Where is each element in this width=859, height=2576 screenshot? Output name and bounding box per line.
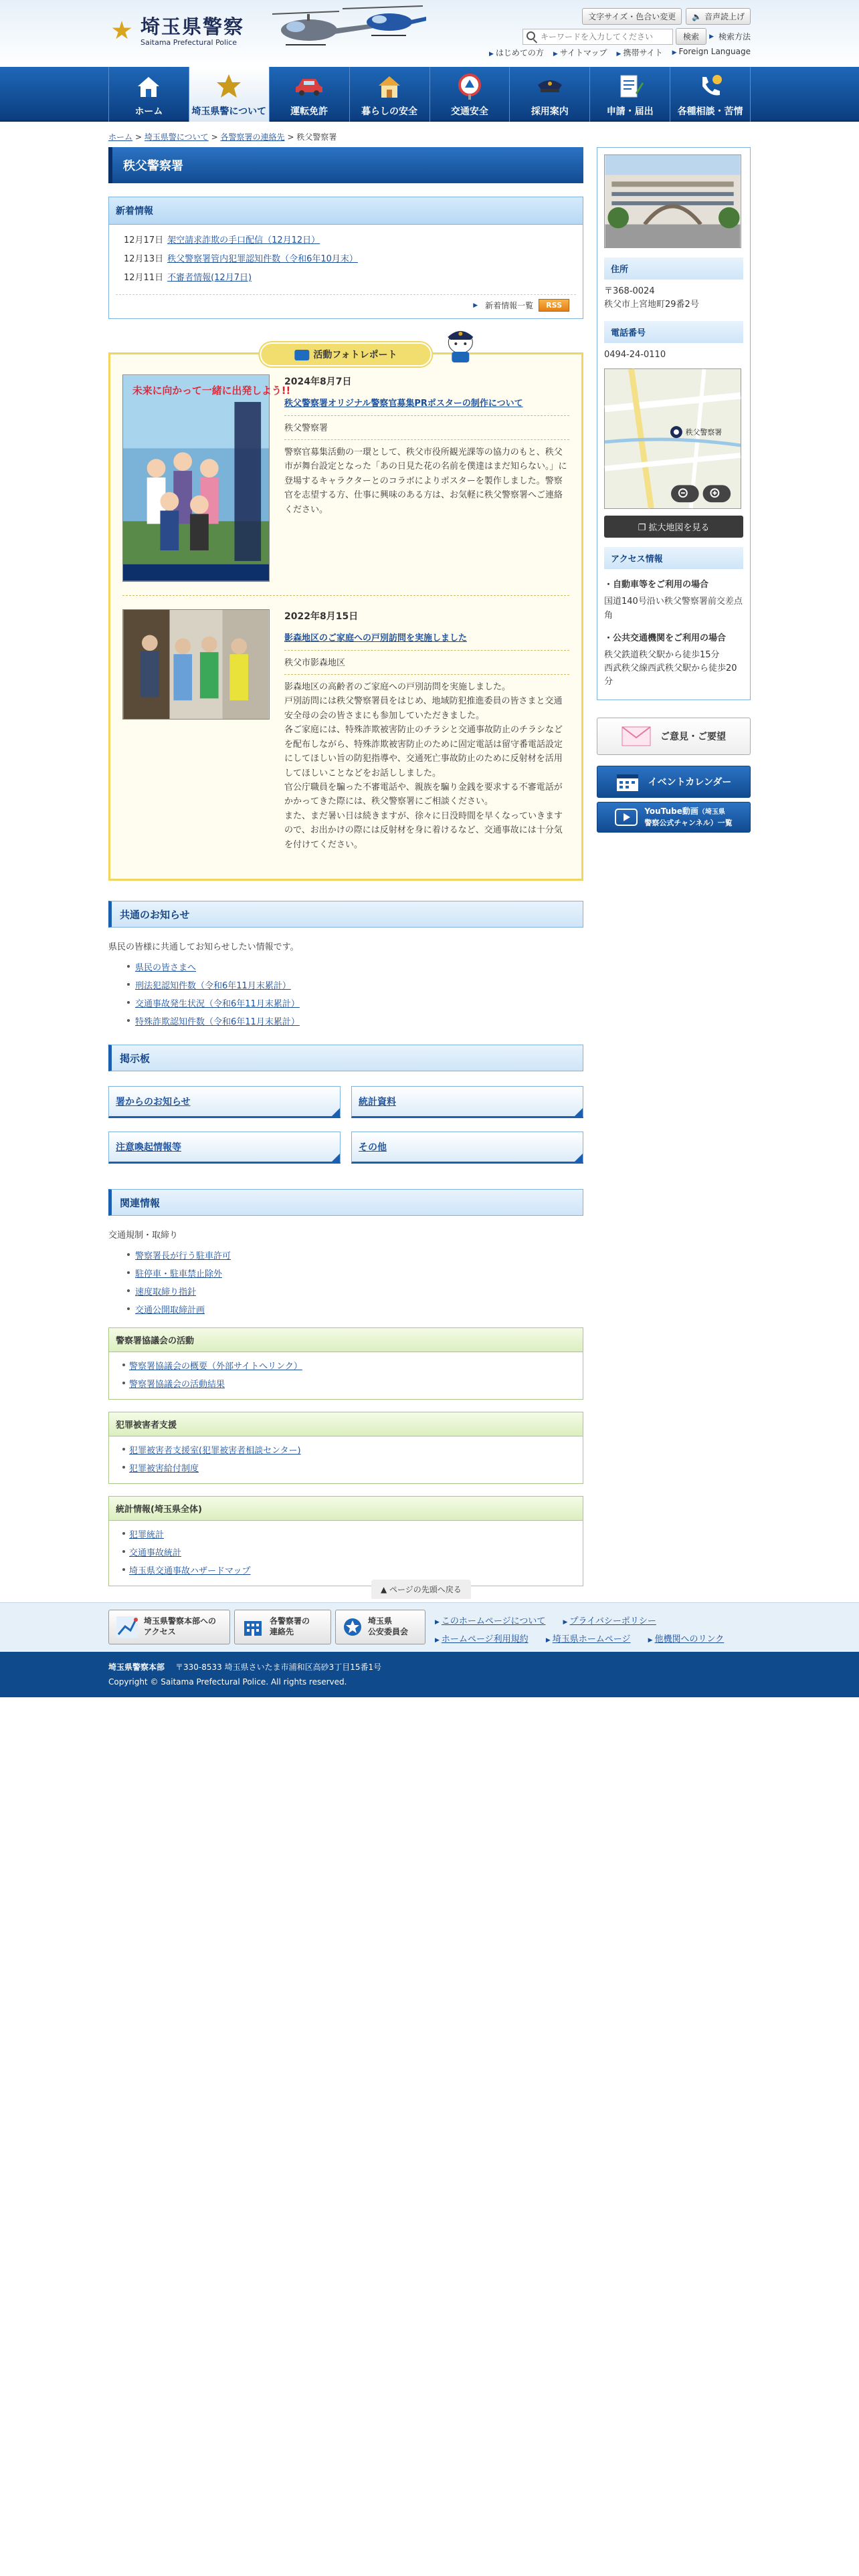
report-title-link[interactable]: 影森地区のご家庭への戸別訪問を実施しました — [284, 631, 569, 650]
youtube-label-sub: （埼玉県 — [698, 809, 725, 817]
related-group-council — [108, 1327, 583, 1400]
main-content — [108, 147, 583, 1586]
board-alerts[interactable]: 注意喚起情報等 — [108, 1132, 341, 1164]
list-item — [129, 1443, 583, 1456]
search-button[interactable]: 検索 — [676, 28, 706, 45]
group-link[interactable]: 犯罪被害者支援室(犯罪被害者相談センター) — [129, 1446, 301, 1457]
arrow-icon: ▶ — [545, 1637, 551, 1644]
common-notice-link[interactable]: 県民の皆さまへ — [135, 963, 197, 974]
access-car-heading: ・自動車等をご利用の場合 — [604, 580, 709, 591]
list-item — [135, 1014, 583, 1027]
list-item — [129, 1564, 583, 1576]
police-badge-icon — [214, 72, 244, 100]
news-heading: 新着情報 — [109, 197, 583, 225]
nav-safety[interactable] — [349, 67, 430, 122]
page-title: 秩父警察署 — [108, 147, 583, 183]
board-heading: 掲示板 — [108, 1045, 583, 1071]
search-input[interactable] — [522, 29, 673, 45]
util-link-mobile[interactable]: 携帯サイト — [623, 48, 663, 58]
photo-report-box — [108, 352, 583, 881]
car-icon — [294, 72, 324, 100]
youtube-label-tail: 警察公式チャンネル）一覧 — [644, 818, 733, 827]
arrow-icon: ▶ — [488, 51, 494, 58]
list-item — [135, 1249, 583, 1261]
police-mascot-icon — [444, 326, 478, 364]
access-car-text: 国道140号沿い秩父警察署前交差点角 — [604, 597, 743, 621]
nav-license-label: 運転免許 — [290, 106, 328, 117]
report-title-link[interactable]: 秩父警察署オリジナル警察官募集PRポスターの制作について — [284, 397, 569, 415]
util-link-first-time[interactable]: はじめての方 — [495, 48, 544, 58]
nav-application-label: 申請・届出 — [606, 106, 654, 117]
report-location: 秩父警察署 — [284, 421, 569, 440]
group-link[interactable]: 警察署協議会の概要（外部サイトへリンク） — [129, 1362, 302, 1372]
list-item — [129, 1527, 583, 1540]
breadcrumb-home[interactable]: ホーム — [108, 132, 133, 142]
group-link[interactable]: 警察署協議会の活動結果 — [129, 1380, 225, 1390]
related-link[interactable]: 駐停車・駐車禁止除外 — [135, 1269, 223, 1280]
related-link[interactable]: 交通公開取締計画 — [135, 1305, 205, 1316]
arrow-icon: ▶ — [616, 51, 622, 58]
util-link-foreign-language[interactable]: Foreign Language — [678, 47, 751, 56]
footer-stations-button[interactable] — [234, 1610, 331, 1644]
board-statistics[interactable]: 統計資料 — [351, 1086, 583, 1118]
footer-stations-label: 各警察署の 連絡先 — [270, 1616, 310, 1636]
access-heading: アクセス情報 — [604, 547, 743, 569]
report-item — [122, 374, 569, 596]
list-item — [135, 1285, 583, 1297]
common-notice-link[interactable]: 交通事故発生状況（令和6年11月末累計） — [135, 999, 300, 1010]
board-station-notice[interactable]: 署からのお知らせ — [108, 1086, 341, 1118]
list-item — [135, 1303, 583, 1315]
related-heading: 関連情報 — [108, 1189, 583, 1216]
map-route-icon — [116, 1616, 138, 1638]
arrow-icon: ▶ — [435, 1619, 440, 1626]
news-item — [124, 270, 572, 283]
poster-catchphrase: 未来に向かって一緒に出発しよう!! — [132, 385, 291, 397]
report-date: 2022年8月15日 — [284, 611, 359, 622]
zoom-out-button[interactable] — [671, 486, 699, 503]
news-item — [124, 233, 572, 245]
news-item — [124, 251, 572, 264]
news-date: 12月17日 — [124, 235, 164, 245]
related-group-victim-support — [108, 1412, 583, 1484]
opinion-button[interactable] — [597, 718, 751, 755]
search-help-link[interactable]: 検索方法 — [718, 32, 751, 41]
play-icon — [615, 809, 638, 826]
search-icon — [527, 31, 535, 40]
camera-icon — [294, 350, 309, 360]
footer-commission-button[interactable] — [335, 1610, 425, 1644]
footer-hq-access-label: 埼玉県警察本部への アクセス — [144, 1616, 217, 1636]
report-body: 警察官募集活動の一環として、秩父市役所観光課等の協力のもと、秩父市が舞台設定となった「あの日見た花の名前を僕達はまだ知らない。」に登場するキャラクターとのコラボによりポスターを製作しました。警察官を志望する方、仕事に興味のある方は、お気軽に秩父警察署へご連絡ください。 — [284, 447, 567, 515]
nav-application[interactable] — [589, 67, 670, 122]
station-building-photo — [604, 154, 741, 248]
arrow-icon: ▶ — [435, 1637, 440, 1644]
related-intro: 交通規制・取締り — [108, 1230, 179, 1241]
photo-report-label — [260, 342, 432, 366]
footer-hq-access-button[interactable] — [108, 1610, 230, 1644]
footer-prefecture-link[interactable]: 埼玉県ホームページ — [552, 1634, 631, 1645]
arrow-icon: ▶ — [563, 1619, 568, 1626]
commission-emblem-icon — [343, 1617, 363, 1637]
nav-traffic-label: 交通安全 — [450, 106, 488, 117]
arrow-icon: ▶ — [648, 1637, 653, 1644]
sidebar — [597, 147, 751, 833]
police-cap-icon — [535, 72, 565, 100]
breadcrumb-stations[interactable]: 各警察署の連絡先 — [220, 132, 285, 142]
footer-terms-link[interactable]: ホームページ利用規約 — [441, 1634, 529, 1645]
photo-report-title: 活動フォトレポート — [313, 350, 397, 360]
nav-traffic[interactable] — [430, 67, 510, 122]
group-link[interactable]: 埼玉県交通事故ハザードマップ — [129, 1566, 251, 1577]
list-item — [135, 960, 583, 973]
common-notice-link[interactable]: 刑法犯認知件数（令和6年11月末累計） — [135, 981, 291, 992]
nav-license[interactable] — [269, 67, 349, 122]
group-title: 犯罪被害者支援 — [109, 1412, 583, 1436]
helicopter-illustration — [259, 3, 426, 60]
map-pin-icon — [670, 427, 682, 439]
access-train-heading: ・公共交通機関をご利用の場合 — [604, 633, 727, 643]
youtube-label — [644, 806, 732, 828]
nav-consultation[interactable] — [670, 67, 751, 122]
rss-button[interactable]: RSS — [539, 299, 569, 312]
opinion-label: ご意見・ご要望 — [660, 732, 726, 743]
nav-consultation-label: 各種相談・苦情 — [677, 106, 743, 117]
address-heading: 住所 — [604, 257, 743, 280]
house-icon — [375, 72, 404, 100]
voice-reader-label: 音声読上げ — [704, 12, 745, 21]
group-title: 警察署協議会の活動 — [109, 1328, 583, 1352]
footer-address: 〒330-8533 埼玉県さいたま市浦和区高砂3丁目15番1号 — [175, 1662, 382, 1672]
site-footer — [0, 1652, 859, 1697]
group-link[interactable]: 犯罪統計 — [129, 1530, 165, 1541]
nav-about[interactable] — [189, 67, 269, 122]
footer-copyright: Copyright © Saitama Prefectural Police. All rights reserved. — [108, 1677, 347, 1687]
station-info-box — [597, 147, 751, 700]
youtube-label-main: YouTube動画 — [644, 807, 698, 817]
footer-org: 埼玉県警察本部 — [108, 1662, 165, 1672]
nav-recruit-label: 採用案内 — [531, 106, 569, 117]
calendar-icon — [616, 772, 639, 792]
report-body: 影森地区の高齢者のご家庭への戸別訪問を実施しました。 戸別訪問には秩父警察署員をはじめ、地域防犯推進委員の皆さまと交通安全母の会の皆さまにも参加していただきました。 各ご家庭には、特殊詐欺被害防止のチラシと交通事故防止のチラシなどを配布しながら、特殊詐欺被害防止のために固定電話は留守番電話設定にしてほしい旨の防犯指導や、交通死亡事故防止のために反射材を活用してほしいことなどをお話ししました。 官公庁職員を騙った不審電話や、親族を騙り金銭を要求する不審電話がかかってきた際には、秩父警察署にご相談ください。 また、まだ暑い日は続きますが、徐々に日没時間を早くなっていきますので、お出かけの際には反射材を身に着けるなど、交通事故には十分気を付けてください。 — [284, 681, 563, 850]
access-train-text: 秩父鉄道秩父駅から徒歩15分 西武秩父線西武秩父駅から徒歩20分 — [604, 649, 737, 687]
arrow-icon: ▶ — [473, 302, 478, 309]
map-label: 秩父警察署 — [685, 428, 723, 437]
home-visit-photo[interactable] — [122, 609, 270, 720]
common-notice-heading: 共通のお知らせ — [108, 901, 583, 928]
phone-text: 0494-24-0110 — [604, 350, 666, 360]
report-date: 2024年8月7日 — [284, 377, 352, 387]
news-all-link[interactable]: 新着情報一覧 — [485, 301, 534, 310]
group-title: 統計情報(埼玉県全体) — [109, 1497, 583, 1521]
station-map[interactable] — [604, 368, 741, 509]
arrow-icon: ▶ — [553, 51, 558, 58]
zoom-in-button[interactable] — [703, 486, 731, 503]
list-item — [135, 996, 583, 1009]
util-link-sitemap[interactable]: サイトマップ — [559, 48, 607, 58]
youtube-channel-button[interactable] — [597, 802, 751, 833]
event-calendar-button[interactable] — [597, 766, 751, 798]
document-pen-icon — [615, 72, 645, 100]
common-notice-link[interactable]: 特殊詐欺認知件数（令和6年11月末累計） — [135, 1017, 300, 1028]
news-link[interactable]: 不審者情報(12月7日) — [167, 273, 252, 283]
logo-subtitle: Saitama Prefectural Police — [140, 38, 237, 47]
speaker-icon: 🔈 — [692, 12, 704, 21]
recruit-poster-image[interactable] — [122, 374, 291, 582]
breadcrumb: ホーム > 埼玉県警について > 各警察署の連絡先 > 秩父警察署 — [108, 132, 337, 142]
news-date: 12月13日 — [124, 254, 164, 264]
nav-home[interactable] — [108, 67, 189, 122]
nav-about-label: 埼玉県警について — [191, 106, 267, 117]
common-notice-intro: 県民の皆様に共通してお知らせしたい情報です。 — [108, 942, 299, 953]
related-link[interactable]: 速度取締り指針 — [135, 1287, 197, 1298]
footer-privacy-link[interactable]: プライバシーポリシー — [569, 1616, 656, 1626]
logo-title: 埼玉県警察 — [140, 15, 245, 38]
report-location: 秩父市影森地区 — [284, 656, 569, 675]
enlarge-map-label: 拡大地図を見る — [648, 523, 710, 534]
list-item — [129, 1359, 583, 1372]
list-item — [129, 1461, 583, 1474]
report-item — [122, 609, 569, 865]
related-group-statistics — [108, 1496, 583, 1586]
news-date: 12月11日 — [124, 273, 164, 283]
breadcrumb-about[interactable]: 埼玉県警について — [144, 132, 209, 142]
global-nav — [0, 67, 859, 122]
news-link[interactable]: 秩父警察署管内犯罪認知件数（令和6年10月末） — [167, 254, 358, 264]
footer-other-links[interactable]: 他機関へのリンク — [654, 1634, 725, 1645]
nav-safety-label: 暮らしの安全 — [361, 106, 418, 117]
news-box — [108, 197, 583, 319]
envelope-icon — [622, 726, 651, 746]
home-icon — [134, 72, 163, 100]
up-arrow-icon: ▲ — [381, 1585, 390, 1594]
breadcrumb-current: 秩父警察署 — [296, 132, 337, 142]
voice-reader-button[interactable] — [686, 8, 751, 25]
site-header — [0, 0, 859, 67]
footer-commission-label: 埼玉県 公安委員会 — [368, 1616, 409, 1636]
expand-icon: ❐ — [638, 523, 649, 534]
news-link[interactable]: 架空請求詐欺の手口配信（12月12日） — [167, 235, 320, 245]
back-to-top-label: ページの先頭へ戻る — [389, 1585, 462, 1594]
nav-home-label: ホーム — [134, 106, 163, 117]
back-to-top-link[interactable] — [371, 1580, 471, 1599]
related-link[interactable]: 警察署長が行う駐車許可 — [135, 1251, 231, 1262]
site-logo[interactable] — [108, 17, 244, 47]
list-item — [129, 1545, 583, 1558]
arrow-icon: ▶ — [709, 33, 714, 40]
nav-recruit[interactable] — [509, 67, 589, 122]
phone-icon — [696, 72, 725, 100]
address-text: 〒368-0024 秩父市上宮地町29番2号 — [604, 286, 699, 310]
traffic-sign-icon — [455, 72, 484, 100]
group-link[interactable]: 犯罪被害給付制度 — [129, 1464, 199, 1475]
enlarge-map-button[interactable] — [604, 516, 743, 538]
building-icon — [242, 1617, 264, 1637]
list-item — [135, 978, 583, 991]
event-calendar-label: イベントカレンダー — [648, 777, 732, 788]
footer-about-site-link[interactable]: このホームページについて — [441, 1616, 546, 1626]
footer-links — [0, 1602, 859, 1652]
list-item — [135, 1267, 583, 1279]
board-other[interactable]: その他 — [351, 1132, 583, 1164]
group-link[interactable]: 交通事故統計 — [129, 1548, 182, 1559]
phone-heading: 電話番号 — [604, 321, 743, 343]
arrow-icon: ▶ — [672, 49, 677, 56]
font-size-color-button[interactable]: 文字サイズ・色合い変更 — [582, 8, 682, 25]
police-emblem-icon — [108, 19, 135, 45]
list-item — [129, 1377, 583, 1390]
